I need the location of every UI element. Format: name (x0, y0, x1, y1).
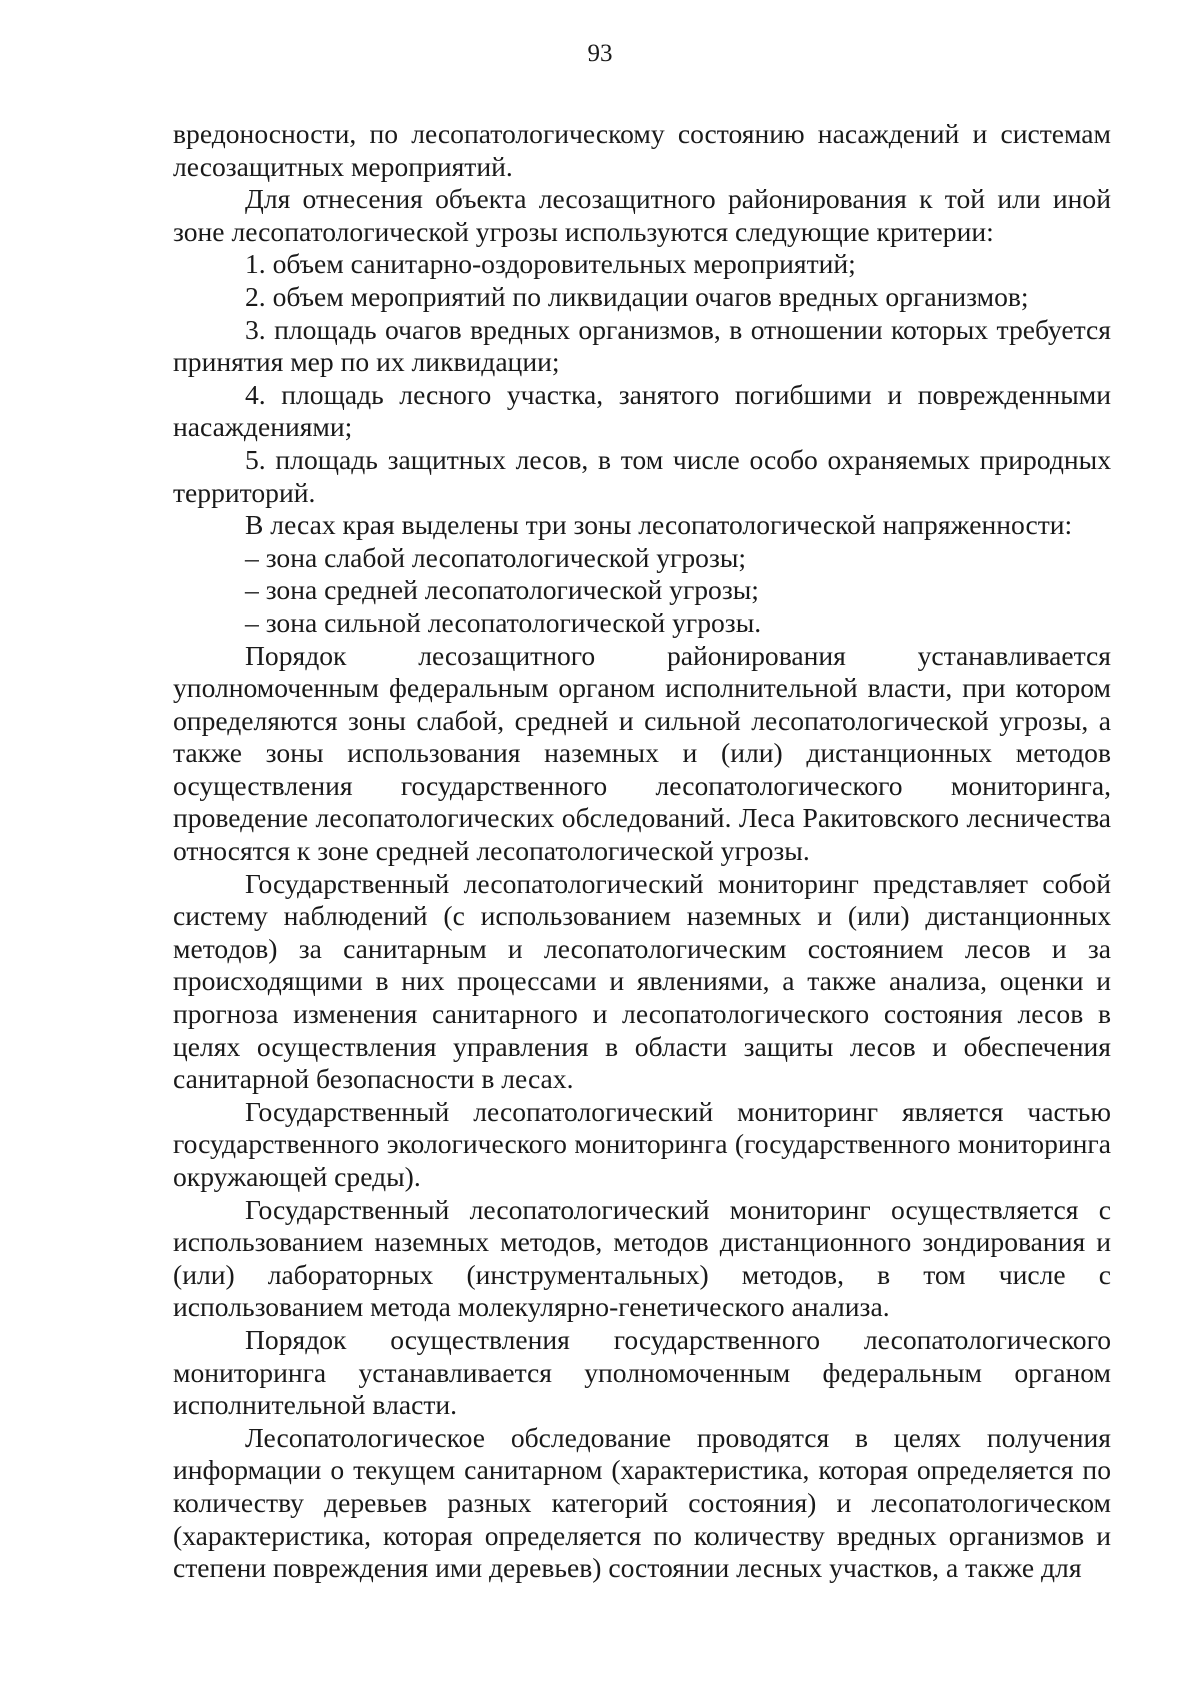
criteria-item-3: 3. площадь очагов вредных организмов, в отношении которых требуется принятия мер по их ликвидации; (173, 313, 1111, 378)
paragraph-monitoring-definition: Государственный лесопатологический мониторинг представляет собой систему наблюдений (с использованием наземных и (или) дистанционных методов) за санитарным и лесопатологическим состоянием лесов и за происходящими в них процессами и явлениями, а также анализа, оценки и прогноза изменения санитарного и лесопатологического состояния лесов в целях осуществления управления в области защиты лесов и обеспечения санитарной безопасности в лесах. (173, 867, 1111, 1095)
body-text (173, 118, 1111, 1585)
paragraph-survey-purpose: Лесопатологическое обследование проводятся в целях получения информации о текущем санитарном (характеристика, которая определяется по количеству деревьев разных категорий состояния) и лесопатологическом (характеристика, которая определяется по количеству вредных организмов и степени повреждения ими деревьев) состоянии лесных участков, а также для (173, 1421, 1111, 1584)
paragraph-criteria-intro: Для отнесения объекта лесозащитного районирования к той или иной зоне лесопатологической угрозы используются следующие критерии: (173, 183, 1111, 247)
paragraph-monitoring-methods: Государственный лесопатологический мониторинг осуществляется с использованием наземных методов, методов дистанционного зондирования и (или) лабораторных (инструментальных) методов, в том числе с использованием метода молекулярно-генетического анализа. (173, 1193, 1111, 1323)
criteria-item-5: 5. площадь защитных лесов, в том числе особо охраняемых природных территорий. (173, 443, 1111, 508)
criteria-item-4: 4. площадь лесного участка, занятого погибшими и поврежденными насаждениями; (173, 378, 1111, 443)
zone-item-strong: – зона сильной лесопатологической угрозы. (245, 606, 762, 638)
paragraph-monitoring-part: Государственный лесопатологический мониторинг является частью государственного экологического мониторинга (государственного мониторинга окружающей среды). (173, 1095, 1111, 1192)
paragraph-continuation: вредоносности, по лесопатологическому состоянию насаждений и системам лесозащитных мероприятий. (173, 118, 1111, 182)
zone-item-medium: – зона средней лесопатологической угрозы; (245, 574, 759, 606)
page-number: 93 (587, 40, 613, 67)
criteria-item-1: 1. объем санитарно-оздоровительных мероприятий; (245, 248, 856, 280)
criteria-item-2: 2. объем мероприятий по ликвидации очагов вредных организмов; (245, 280, 1029, 312)
paragraph-zones-intro: В лесах края выделены три зоны лесопатологической напряженности: (245, 509, 1073, 541)
paragraph-zoning-order: Порядок лесозащитного районирования устанавливается уполномоченным федеральным органом исполнительной власти, при котором определяются зоны слабой, средней и сильной лесопатологической угрозы, а также зоны использования наземных и (или) дистанционных методов осуществления государственного лесопатологического мониторинга, проведение лесопатологических обследований. Леса Ракитовского лесничества относятся к зоне средней лесопатологической угрозы. (173, 639, 1111, 867)
paragraph-monitoring-order: Порядок осуществления государственного лесопатологического мониторинга устанавливается уполномоченным федеральным органом исполнительной власти. (173, 1323, 1111, 1421)
zone-item-weak: – зона слабой лесопатологической угрозы; (245, 541, 747, 573)
